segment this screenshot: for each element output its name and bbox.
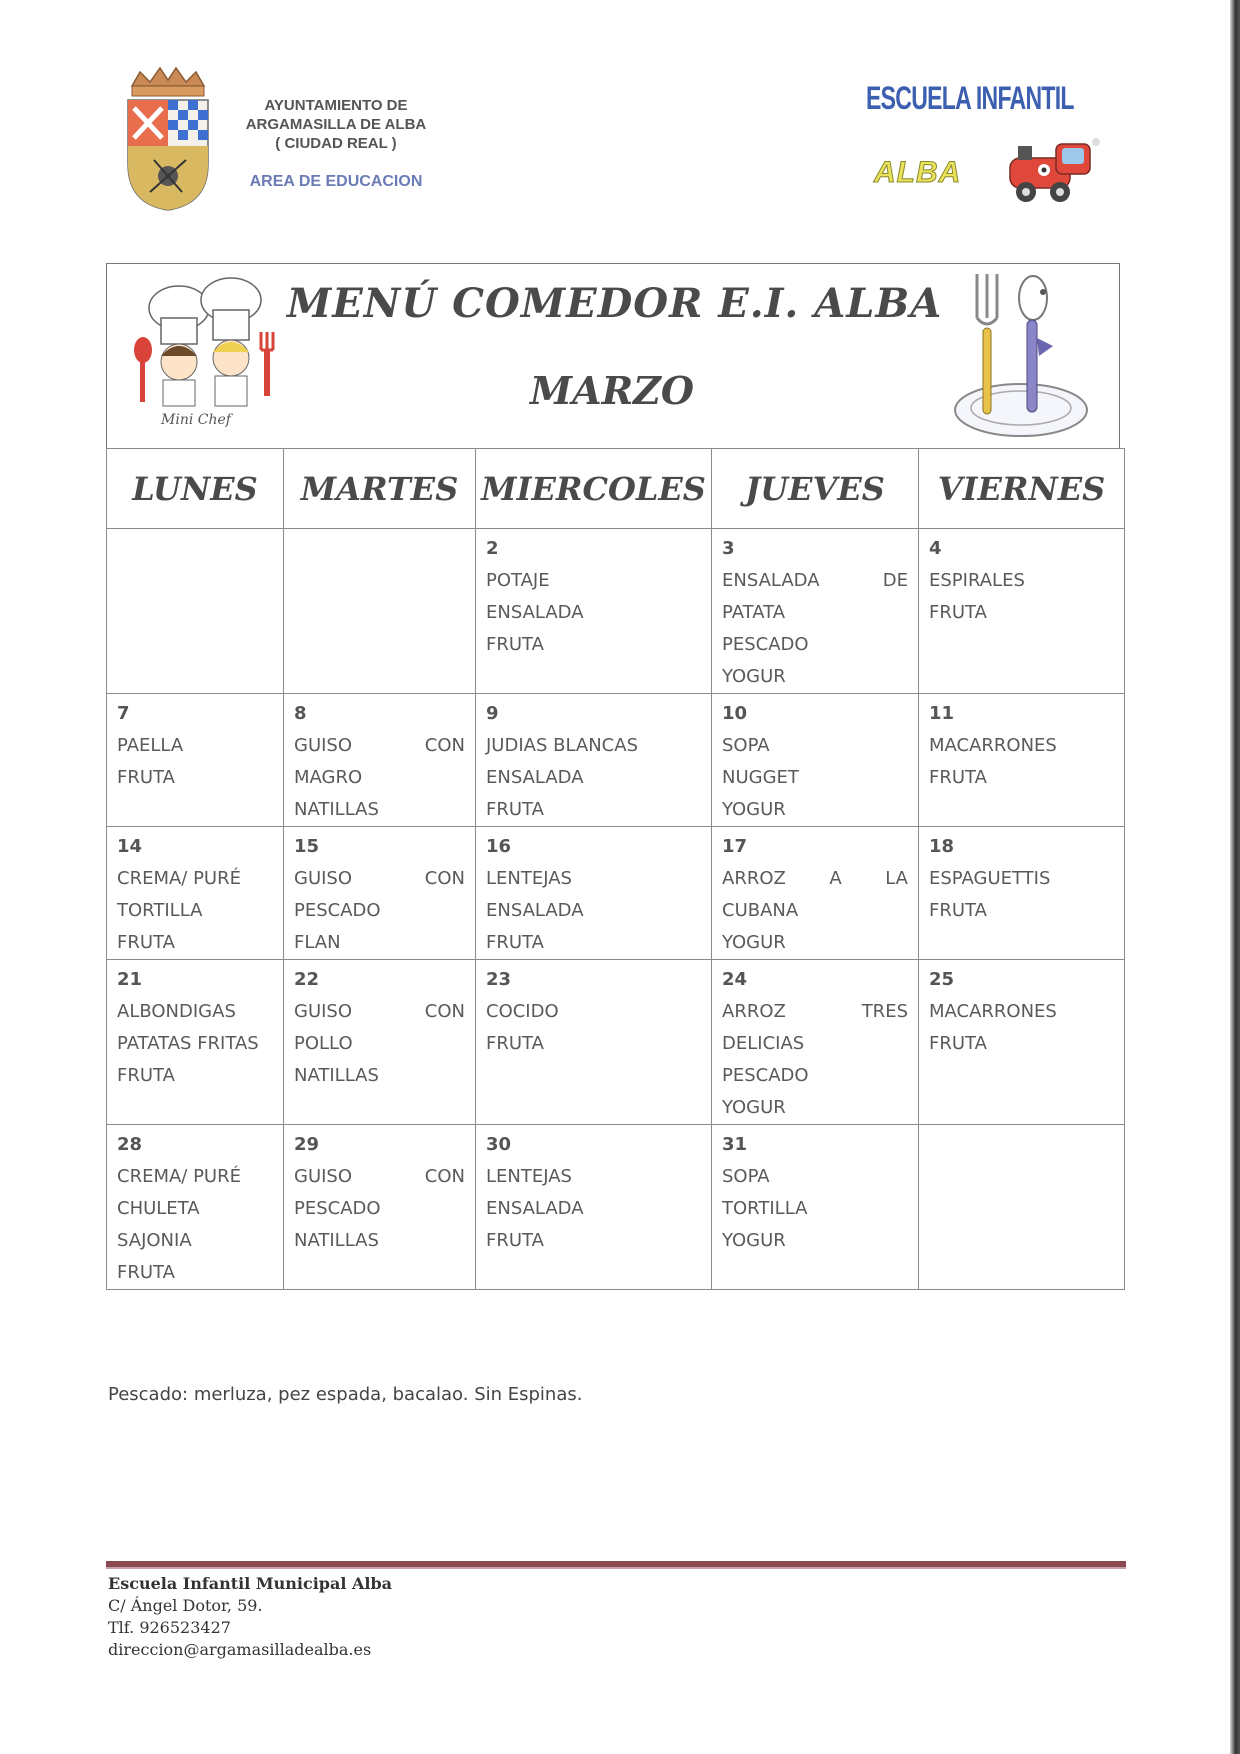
menu-week-row (107, 827, 1125, 960)
dish-item: CUBANA (722, 900, 799, 921)
menu-week-row (107, 960, 1125, 1125)
menu-cell-thursday (712, 827, 919, 960)
menu-week-row (107, 694, 1125, 827)
dish-item: TORTILLA (722, 1198, 808, 1219)
dish-item: YOGUR (722, 1097, 786, 1118)
day-number: 21 (117, 969, 143, 990)
dish-item: ENSALADA (486, 767, 584, 788)
dish-item: GUISO CON (294, 868, 465, 889)
menu-cell-wednesday (476, 529, 712, 694)
municipality-line-3: ( CIUDAD REAL ) (275, 135, 397, 152)
dish-item: SOPA (722, 735, 770, 756)
dish-item: YOGUR (722, 932, 786, 953)
menu-cell-monday (107, 1125, 284, 1290)
menu-week-row (107, 1125, 1125, 1290)
menu-cell-friday (919, 960, 1125, 1125)
dish-item: PESCADO (294, 900, 381, 921)
dish-item: ENSALADA (486, 1198, 584, 1219)
menu-week-row (107, 529, 1125, 694)
day-number: 15 (294, 836, 320, 857)
school-logo-title: ESCUELA INFANTIL (866, 80, 1074, 116)
menu-cell-wednesday (476, 960, 712, 1125)
dish-item: SOPA (722, 1166, 770, 1187)
day-number: 25 (929, 969, 955, 990)
menu-cell-thursday (712, 1125, 919, 1290)
menu-cell-thursday (712, 960, 919, 1125)
dish-item: PATATAS FRITAS (117, 1033, 259, 1054)
day-number: 31 (722, 1134, 748, 1155)
fork-spoon-plate-icon (941, 268, 1091, 444)
menu-cell-tuesday (284, 1125, 476, 1290)
municipality-line-2: ARGAMASILLA DE ALBA (245, 116, 427, 133)
dish-item: PESCADO (294, 1198, 381, 1219)
menu-cell-friday (919, 694, 1125, 827)
dish-item: COCIDO (486, 1001, 559, 1022)
dish-item: FRUTA (117, 1262, 175, 1283)
menu-cell-friday (919, 529, 1125, 694)
dish-item: GUISO CON (294, 735, 465, 756)
day-number: 11 (929, 703, 955, 724)
day-number: 16 (486, 836, 512, 857)
dish-item: ARROZ TRES (722, 1001, 908, 1022)
dish-item: ESPAGUETTIS (929, 868, 1051, 889)
dish-item: MACARRONES (929, 735, 1057, 756)
menu-cell-tuesday (284, 694, 476, 827)
menu-month: MARZO (530, 368, 694, 413)
dish-item: FRUTA (486, 634, 544, 655)
weekday-header-row (107, 449, 1125, 529)
dish-item: NUGGET (722, 767, 799, 788)
dish-item: YOGUR (722, 799, 786, 820)
day-number: 22 (294, 969, 320, 990)
dish-item: PATATA (722, 602, 786, 623)
dish-item: PESCADO (722, 634, 809, 655)
dish-item: YOGUR (722, 666, 786, 687)
dish-item: ARROZ A LA (722, 868, 908, 889)
dish-item: FLAN (294, 932, 341, 953)
day-number: 10 (722, 703, 748, 724)
train-icon (1000, 136, 1104, 204)
footer-contact (108, 1573, 392, 1661)
menu-title-box (106, 263, 1120, 448)
dish-item: NATILLAS (294, 1230, 379, 1251)
day-number: 18 (929, 836, 955, 857)
day-number: 14 (117, 836, 143, 857)
dish-item: ENSALADA (486, 900, 584, 921)
dish-item: FRUTA (486, 932, 544, 953)
dish-item: FRUTA (486, 1230, 544, 1251)
day-number: 28 (117, 1134, 143, 1155)
municipality-line-1: AYUNTAMIENTO DE (264, 97, 408, 114)
day-number: 9 (486, 703, 499, 724)
menu-table (106, 448, 1125, 1290)
dish-item: FRUTA (486, 1033, 544, 1054)
dish-item: ENSALADA DE (722, 570, 908, 591)
coat-of-arms-logo (120, 64, 216, 214)
day-number: 30 (486, 1134, 512, 1155)
menu-cell-monday (107, 694, 284, 827)
dish-item: DELICIAS (722, 1033, 805, 1054)
dish-item: PAELLA (117, 735, 184, 756)
scan-edge (1230, 0, 1240, 1754)
menu-cell-monday (107, 960, 284, 1125)
day-number: 4 (929, 538, 942, 559)
day-number: 29 (294, 1134, 320, 1155)
menu-cell-thursday (712, 694, 919, 827)
menu-cell-tuesday (284, 827, 476, 960)
school-logo (866, 80, 1106, 210)
dish-item: FRUTA (929, 602, 987, 623)
school-logo-name: ALBA (874, 156, 962, 189)
dish-item: FRUTA (117, 767, 175, 788)
footer-school-name: Escuela Infantil Municipal Alba (108, 1574, 393, 1593)
dish-item: CHULETA (117, 1198, 200, 1219)
menu-cell-tuesday (284, 960, 476, 1125)
dish-item: FRUTA (486, 799, 544, 820)
dish-item: POTAJE (486, 570, 550, 591)
dish-item: FRUTA (929, 900, 987, 921)
dish-item: FRUTA (929, 767, 987, 788)
menu-cell-wednesday (476, 694, 712, 827)
dish-item: FRUTA (117, 932, 175, 953)
menu-cell-wednesday (476, 827, 712, 960)
dish-item: LENTEJAS (486, 1166, 572, 1187)
day-number: 7 (117, 703, 130, 724)
dish-item: MAGRO (294, 767, 363, 788)
dish-item: NATILLAS (294, 1065, 379, 1086)
education-area-label: AREA DE EDUCACION (249, 173, 423, 190)
dish-item: POLLO (294, 1033, 353, 1054)
menu-title: MENÚ COMEDOR E.I. ALBA (287, 280, 943, 327)
dish-item: CREMA/ PURÉ (117, 1166, 241, 1187)
dish-item: ALBONDIGAS (117, 1001, 236, 1022)
day-number: 24 (722, 969, 748, 990)
header-monday: LUNES (107, 449, 284, 529)
menu-cell-friday (919, 827, 1125, 960)
footer-address: C/ Ángel Dotor, 59. (108, 1596, 263, 1615)
municipality-name (226, 96, 446, 153)
dish-item: TORTILLA (117, 900, 203, 921)
menu-cell-thursday (712, 529, 919, 694)
day-number: 2 (486, 538, 499, 559)
fish-note: Pescado: merluza, pez espada, bacalao. Sin Espinas. (108, 1384, 583, 1405)
day-number: 3 (722, 538, 735, 559)
dish-item: MACARRONES (929, 1001, 1057, 1022)
dish-item: GUISO CON (294, 1166, 465, 1187)
menu-cell-tuesday (284, 529, 476, 694)
menu-cell-monday (107, 827, 284, 960)
menu-cell-friday (919, 1125, 1125, 1290)
footer-rule (106, 1561, 1126, 1569)
menu-cell-wednesday (476, 1125, 712, 1290)
dish-item: CREMA/ PURÉ (117, 868, 241, 889)
menu-cell-monday (107, 529, 284, 694)
day-number: 23 (486, 969, 512, 990)
dish-item: FRUTA (117, 1065, 175, 1086)
header-friday: VIERNES (919, 449, 1125, 529)
dish-item: JUDIAS BLANCAS (486, 735, 638, 756)
dish-item: GUISO CON (294, 1001, 465, 1022)
dish-item: ENSALADA (486, 602, 584, 623)
dish-item: FRUTA (929, 1033, 987, 1054)
dish-item: ESPIRALES (929, 570, 1025, 591)
dish-item: SAJONIA (117, 1230, 192, 1251)
day-number: 8 (294, 703, 307, 724)
mini-chef-caption: Mini Chef (161, 412, 231, 428)
footer-phone: Tlf. 926523427 (108, 1618, 231, 1637)
footer-email: direccion@argamasilladealba.es (108, 1640, 372, 1659)
dish-item: PESCADO (722, 1065, 809, 1086)
header-wednesday: MIERCOLES (476, 449, 712, 529)
dish-item: YOGUR (722, 1230, 786, 1251)
dish-item: LENTEJAS (486, 868, 572, 889)
day-number: 17 (722, 836, 748, 857)
header-tuesday: MARTES (284, 449, 476, 529)
dish-item: NATILLAS (294, 799, 379, 820)
header-thursday: JUEVES (712, 449, 919, 529)
